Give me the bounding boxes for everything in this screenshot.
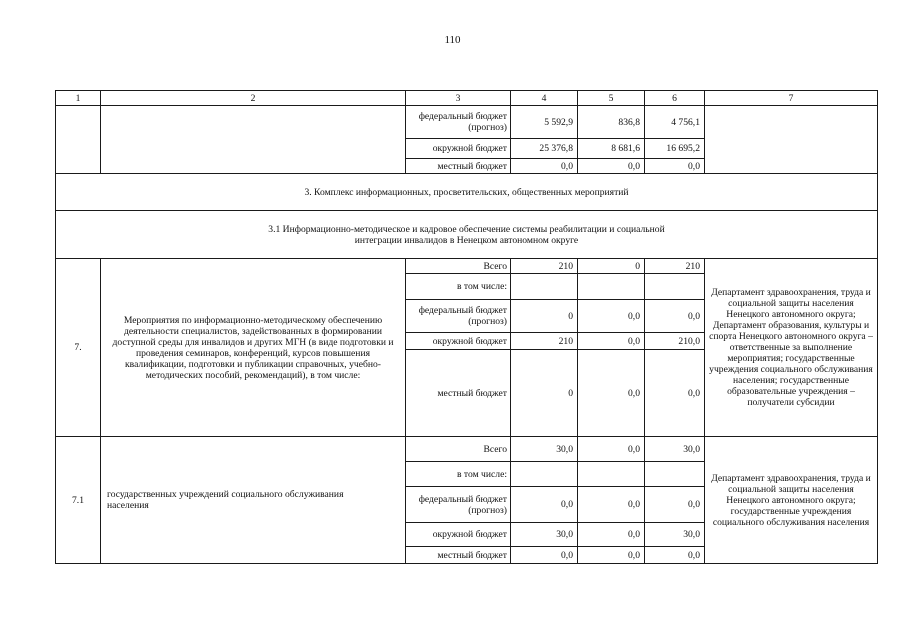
col-header-5: 5 bbox=[578, 91, 645, 106]
col-header-7: 7 bbox=[705, 91, 878, 106]
value-cell: 0,0 bbox=[645, 159, 705, 174]
value-cell: 0 bbox=[578, 259, 645, 274]
value-cell: 8 681,6 bbox=[578, 139, 645, 159]
value-cell: 210 bbox=[645, 259, 705, 274]
funding-source: Всего bbox=[406, 259, 511, 274]
budget-table bbox=[55, 90, 878, 564]
col-header-2: 2 bbox=[101, 91, 406, 106]
value-cell: 30,0 bbox=[511, 437, 578, 462]
value-cell: 210 bbox=[511, 259, 578, 274]
value-cell: 0,0 bbox=[578, 437, 645, 462]
value-cell: 0,0 bbox=[578, 523, 645, 547]
funding-source: в том числе: bbox=[406, 462, 511, 487]
funding-source: местный бюджет bbox=[406, 547, 511, 564]
continuation-number-cell bbox=[56, 106, 101, 174]
value-cell: 0,0 bbox=[578, 487, 645, 523]
section-row bbox=[56, 174, 878, 211]
funding-source: окружной бюджет bbox=[406, 139, 511, 159]
item-responsible: Департамент здравоохранения, труда и социальной защиты населения Ненецкого автономного округа; государственные учреждения социального обслуживания населения bbox=[705, 437, 878, 564]
table-row bbox=[56, 106, 878, 139]
value-cell: 0,0 bbox=[645, 350, 705, 437]
value-cell: 5 592,9 bbox=[511, 106, 578, 139]
value-cell: 836,8 bbox=[578, 106, 645, 139]
value-cell bbox=[645, 462, 705, 487]
value-cell: 0,0 bbox=[511, 547, 578, 564]
funding-source: местный бюджет bbox=[406, 350, 511, 437]
value-cell: 210,0 bbox=[645, 333, 705, 350]
section-title: 3. Комплекс информационных, просветительских, общественных мероприятий bbox=[56, 174, 878, 211]
funding-source: федеральный бюджет (прогноз) bbox=[406, 106, 511, 139]
value-cell bbox=[645, 274, 705, 300]
value-cell bbox=[511, 274, 578, 300]
col-header-1: 1 bbox=[56, 91, 101, 106]
value-cell: 16 695,2 bbox=[645, 139, 705, 159]
funding-source: местный бюджет bbox=[406, 159, 511, 174]
continuation-description-cell bbox=[101, 106, 406, 174]
col-header-6: 6 bbox=[645, 91, 705, 106]
value-cell: 30,0 bbox=[511, 523, 578, 547]
item-description: государственных учреждений социального обслуживания населения bbox=[101, 437, 406, 564]
table-row bbox=[56, 259, 878, 274]
value-cell: 4 756,1 bbox=[645, 106, 705, 139]
funding-source: окружной бюджет bbox=[406, 523, 511, 547]
value-cell: 0,0 bbox=[511, 159, 578, 174]
value-cell: 0 bbox=[511, 350, 578, 437]
value-cell: 0,0 bbox=[578, 300, 645, 333]
item-number: 7.1 bbox=[56, 437, 101, 564]
value-cell: 0,0 bbox=[578, 159, 645, 174]
value-cell: 0,0 bbox=[578, 333, 645, 350]
value-cell: 25 376,8 bbox=[511, 139, 578, 159]
value-cell: 0,0 bbox=[645, 300, 705, 333]
funding-source: Всего bbox=[406, 437, 511, 462]
value-cell bbox=[578, 274, 645, 300]
col-header-3: 3 bbox=[406, 91, 511, 106]
value-cell bbox=[511, 462, 578, 487]
value-cell: 0,0 bbox=[511, 487, 578, 523]
item-responsible: Департамент здравоохранения, труда и социальной защиты населения Ненецкого автономного округа; Департамент образования, культуры и спорта Ненецкого автономного округа – ответственные за выполнение мероприятия; государственные учреждения социального обслуживания населения; государственные образовательные учреждения – получатели субсидии bbox=[705, 259, 878, 437]
funding-source: федеральный бюджет (прогноз) bbox=[406, 300, 511, 333]
value-cell: 30,0 bbox=[645, 523, 705, 547]
funding-source: федеральный бюджет (прогноз) bbox=[406, 487, 511, 523]
value-cell: 0,0 bbox=[578, 350, 645, 437]
page-number: 110 bbox=[444, 34, 461, 46]
value-cell: 0,0 bbox=[578, 547, 645, 564]
subsection-title: 3.1 Информационно-методическое и кадровое обеспечение системы реабилитации и социальной интеграции инвалидов в Ненецком автономном округе bbox=[56, 211, 878, 259]
col-header-4: 4 bbox=[511, 91, 578, 106]
continuation-responsible-cell bbox=[705, 106, 878, 174]
item-description: Мероприятия по информационно-методическому обеспечению деятельности специалистов, задействованных в формировании доступной среды для инвалидов и других МГН (в виде подготовки и проведения семинаров, конференций, курсов повышения квалификации, подготовки и публикации справочных, учебно-методических пособий, рекомендаций), в том числе: bbox=[101, 259, 406, 437]
value-cell: 0 bbox=[511, 300, 578, 333]
subsection-row bbox=[56, 211, 878, 259]
header-row bbox=[56, 91, 878, 106]
value-cell: 210 bbox=[511, 333, 578, 350]
table-row bbox=[56, 437, 878, 462]
funding-source: в том числе: bbox=[406, 274, 511, 300]
value-cell: 0,0 bbox=[645, 547, 705, 564]
value-cell bbox=[578, 462, 645, 487]
funding-source: окружной бюджет bbox=[406, 333, 511, 350]
value-cell: 0,0 bbox=[645, 487, 705, 523]
item-number: 7. bbox=[56, 259, 101, 437]
value-cell: 30,0 bbox=[645, 437, 705, 462]
